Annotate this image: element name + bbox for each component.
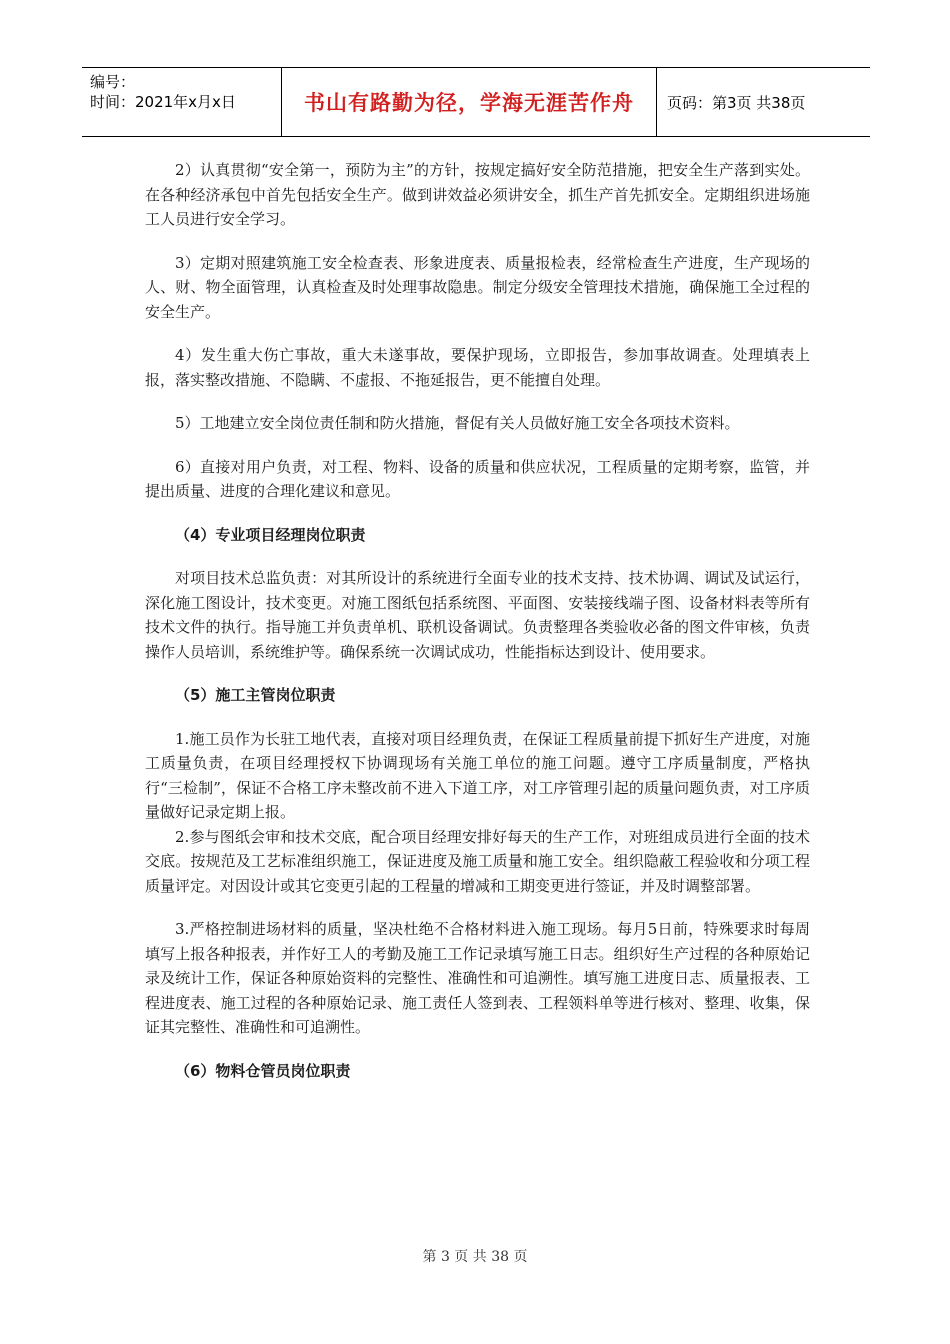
section-heading-4: （4）专业项目经理岗位职责	[175, 525, 366, 544]
paragraph-item-3: 3）定期对照建筑施工安全检查表、形象进度表、质量报检表，经常检查生产进度，生产现场的人、财、物全面管理，认真检查及时处理事故隐患。制定分级安全管理技术措施，确保施工全过程的安全生产。	[145, 253, 810, 321]
paragraph-item-6: 6）直接对用户负责，对工程、物料、设备的质量和供应状况，工程质量的定期考察，监管，并提出质量、进度的合理化建议和意见。	[145, 457, 810, 500]
paragraph-supervisor-2: 2.参与图纸会审和技术交底，配合项目经理安排好每天的生产工作，对班组成员进行全面的技术交底。按规范及工艺标准组织施工，保证进度及施工质量和施工安全。组织隐蔽工程验收和分项工程质量评定。对因设计或其它变更引起的工程量的增减和工期变更进行签证，并及时调整部署。	[145, 827, 810, 895]
paragraph-item-4: 4）发生重大伤亡事故，重大未遂事故，要保护现场，立即报告，参加事故调查。处理填表上报，落实整改措施、不隐瞒、不虚报、不拖延报告，更不能擅自处理。	[145, 346, 810, 389]
page-footer: 第 3 页 共 38 页	[422, 1249, 528, 1265]
paragraph-item-5: 5）工地建立安全岗位责任制和防火措施，督促有关人员做好施工安全各项技术资料。	[175, 414, 740, 432]
section-heading-6: （6）物料仓管员岗位职责	[175, 1061, 351, 1080]
page-header	[82, 67, 870, 137]
document-date-label: 时间：2021年x月x日	[90, 93, 236, 111]
document-body	[145, 158, 810, 1102]
paragraph-supervisor-3: 3.严格控制进场材料的质量，坚决杜绝不合格材料进入施工现场。每月5日前，特殊要求时每周填写上报各种报表，并作好工人的考勤及施工工作记录填写施工日志。组织好生产过程的各种原始记录及统计工作，保证各种原始资料的完整性、准确性和可追溯性。填写施工进度日志、质量报表、工程进度表、施工过程的各种原始记录、施工责任人签到表、工程领料单等进行核对、整理、收集，保证其完整性、准确性和可追溯性。	[145, 920, 810, 1036]
header-meta	[82, 68, 282, 136]
header-page-label: 页码：第3页 共38页	[667, 93, 806, 112]
header-motto: 书山有路勤为径，学海无涯苦作舟	[282, 68, 657, 136]
paragraph-supervisor-1: 1.施工员作为长驻工地代表，直接对项目经理负责，在保证工程质量前提下抓好生产进度，对施工质量负责，在项目经理授权下协调现场有关施工单位的施工问题。遵守工序质量制度，严格执行“三检制”，保证不合格工序未整改前不进入下道工序，对工序管理引起的质量问题负责，对工序质量做好记录定期上报。	[145, 729, 810, 821]
paragraph-project-manager: 对项目技术总监负责：对其所设计的系统进行全面专业的技术支持、技术协调、调试及试运行，深化施工图设计，技术变更。对施工图纸包括系统图、平面图、安装接线端子图、设备材料表等所有技术文件的执行。指导施工并负责单机、联机设备调试。负责整理各类验收必备的图文件审核，负责操作人员培训，系统维护等。确保系统一次调试成功，性能指标达到设计、使用要求。	[145, 569, 810, 661]
document-number-label: 编号：	[90, 73, 136, 91]
section-heading-5: （5）施工主管岗位职责	[175, 686, 336, 704]
paragraph-item-2: 2）认真贯彻“安全第一，预防为主”的方针，按规定搞好安全防范措施，把安全生产落到实处。在各种经济承包中首先包括安全生产。做到讲效益必须讲安全，抓生产首先抓安全。定期组织进场施工人员进行安全学习。	[145, 161, 810, 228]
